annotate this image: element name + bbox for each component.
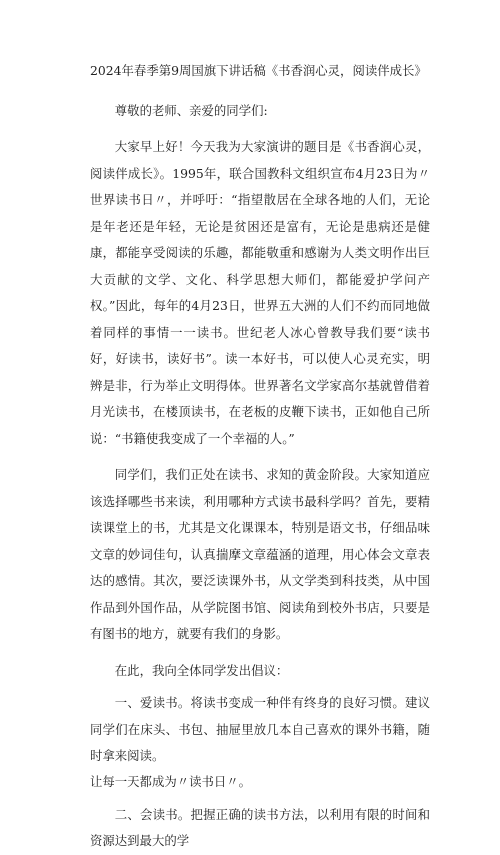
speech-title: 2024年春季第9周国旗下讲话稿《书香润心灵，阅读伴成长》	[90, 63, 427, 78]
greeting: 尊敬的老师、亲爱的同学们:	[114, 103, 268, 118]
paragraph-proposal: 在此，我向全体同学发出倡议：	[114, 662, 289, 678]
paragraph-intro: 大家早上好！今天我为大家演讲的题目是《书香润心灵，阅读伴成长》。1995年，联合国教科文组织宣布4月23日为〃世界读书日〃，并呼吁：“指望散居在全球各地的人们，无论是年老还是年轻，无论是贫困还是富有，无论是患病还是健康，都能享受阅读的乐趣，都能敬重和感谢为人类文明作出巨大贡献的文学、文化、科学思想大师们，都能爱护学问产权。”因此，每年的4月23日，世界五大洲的人们不约而同地做着同样的事情一一读书。世纪老人冰心曾教导我们要“读书好，好读书，读好书”。读一本好书，可以使人心灵充实，明辨是非，行为举止文明得体。世界著名文学家高尔基就曾借着月光读书，在楼顶读书，在老板的皮鞭下读书，正如他自己所说：“书籍使我变成了一个幸福的人。”	[90, 139, 430, 446]
paragraph-read-well: 二、会读书。把握正确的读书方法，以利用有限的时间和资源达到最大的学	[90, 806, 430, 848]
paragraph-reading-day-note: 让每一天都成为〃读书日〃。	[90, 773, 252, 789]
paragraph-methods: 同学们，我们正处在读书、求知的黄金阶段。大家知道应该选择哪些书来读，利用哪种方式读书最科学吗？首先，要精读课堂上的书，尤其是文化课课本，特别是语文书，仔细品味文章的妙词佳句，认真揣摩文章蕴涵的道理，用心体会文章表达的感情。其次，要泛读课外书，从文学类到科技类，从中国作品到外国作品，从学院图书馆、阅读角到校外书店，只要是有图书的地方，就要有我们的身影。	[90, 467, 430, 641]
paragraph-love-reading: 一、爱读书。将读书变成一种伴有终身的良好习惯。建议同学们在床头、书包、抽屉里放几本自己喜欢的课外书籍，随时拿来阅读。	[90, 695, 430, 763]
